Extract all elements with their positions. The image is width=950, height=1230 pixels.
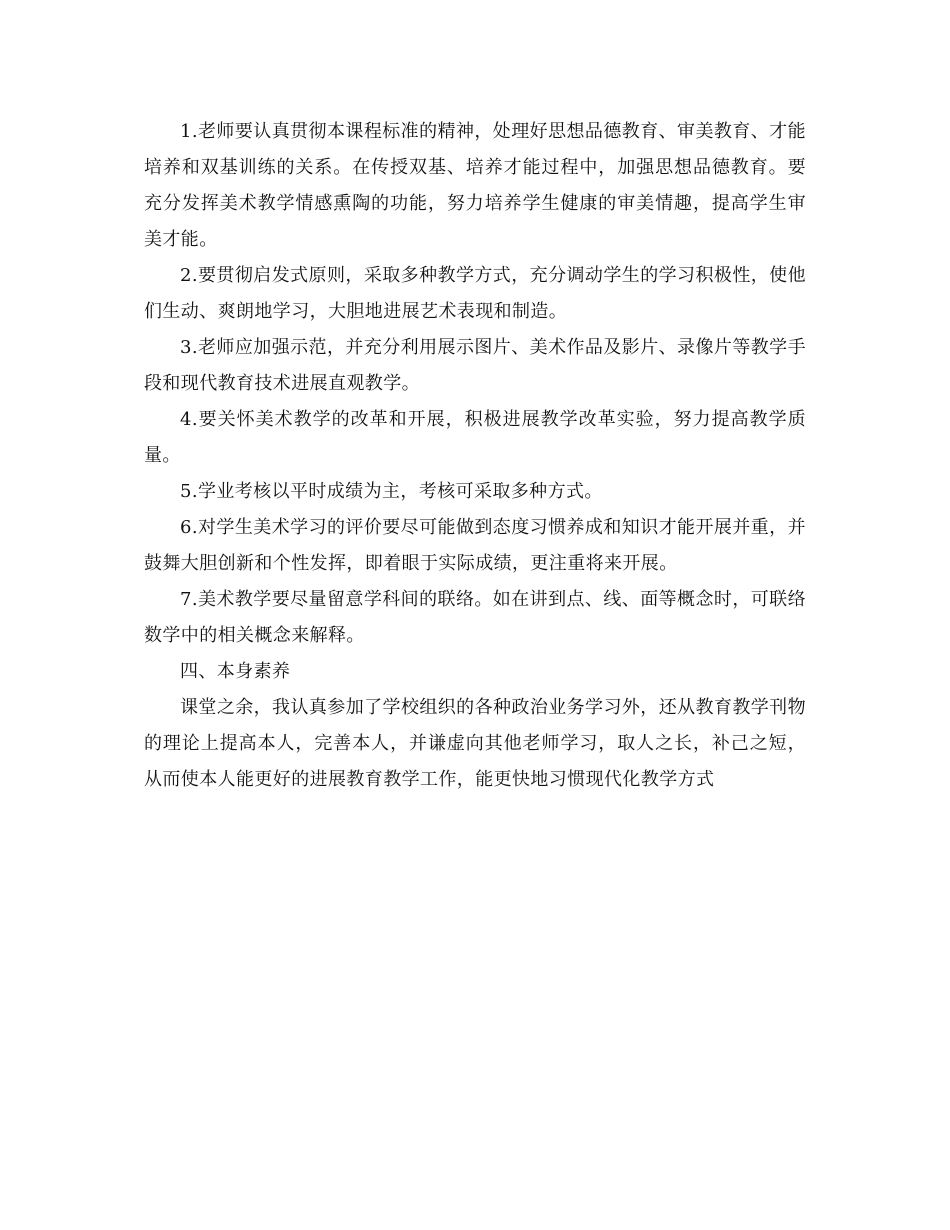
- section-heading: 四、本身素养: [180, 661, 291, 682]
- paragraph-item-3: 3.老师应加强示范，并充分利用展示图片、美术作品及影片、录像片等教学手段和现代教育技术进展直观教学。: [144, 337, 806, 394]
- paragraph-item-2: 2.要贯彻启发式原则，采取多种教学方式，充分调动学生的学习积极性，使他们生动、爽朗地学习，大胆地进展艺术表现和制造。: [144, 265, 806, 322]
- paragraph-item-4: 4.要关怀美术教学的改革和开展，积极进展教学改革实验，努力提高教学质量。: [144, 409, 806, 466]
- paragraph-closing: 课堂之余，我认真参加了学校组织的各种政治业务学习外，还从教育教学刊物的理论上提高本人，完善本人，并谦虚向其他老师学习，取人之长，补己之短，从而使本人能更好的进展教育教学工作，能更快地习惯现代化教学方式: [144, 697, 806, 790]
- paragraph-item-6: 6.对学生美术学习的评价要尽可能做到态度习惯养成和知识才能开展并重，并鼓舞大胆创新和个性发挥，即着眼于实际成绩，更注重将来开展。: [144, 517, 806, 574]
- document-body: [144, 114, 806, 798]
- paragraph-item-1: 1.老师要认真贯彻本课程标准的精神，处理好思想品德教育、审美教育、才能培养和双基训练的关系。在传授双基、培养才能过程中，加强思想品德教育。要充分发挥美术教学情感熏陶的功能，努力培养学生健康的审美情趣，提高学生审美才能。: [144, 121, 806, 250]
- paragraph-item-7: 7.美术教学要尽量留意学科间的联络。如在讲到点、线、面等概念时，可联络数学中的相关概念来解释。: [144, 589, 806, 646]
- paragraph-item-5: 5.学业考核以平时成绩为主，考核可采取多种方式。: [180, 481, 603, 502]
